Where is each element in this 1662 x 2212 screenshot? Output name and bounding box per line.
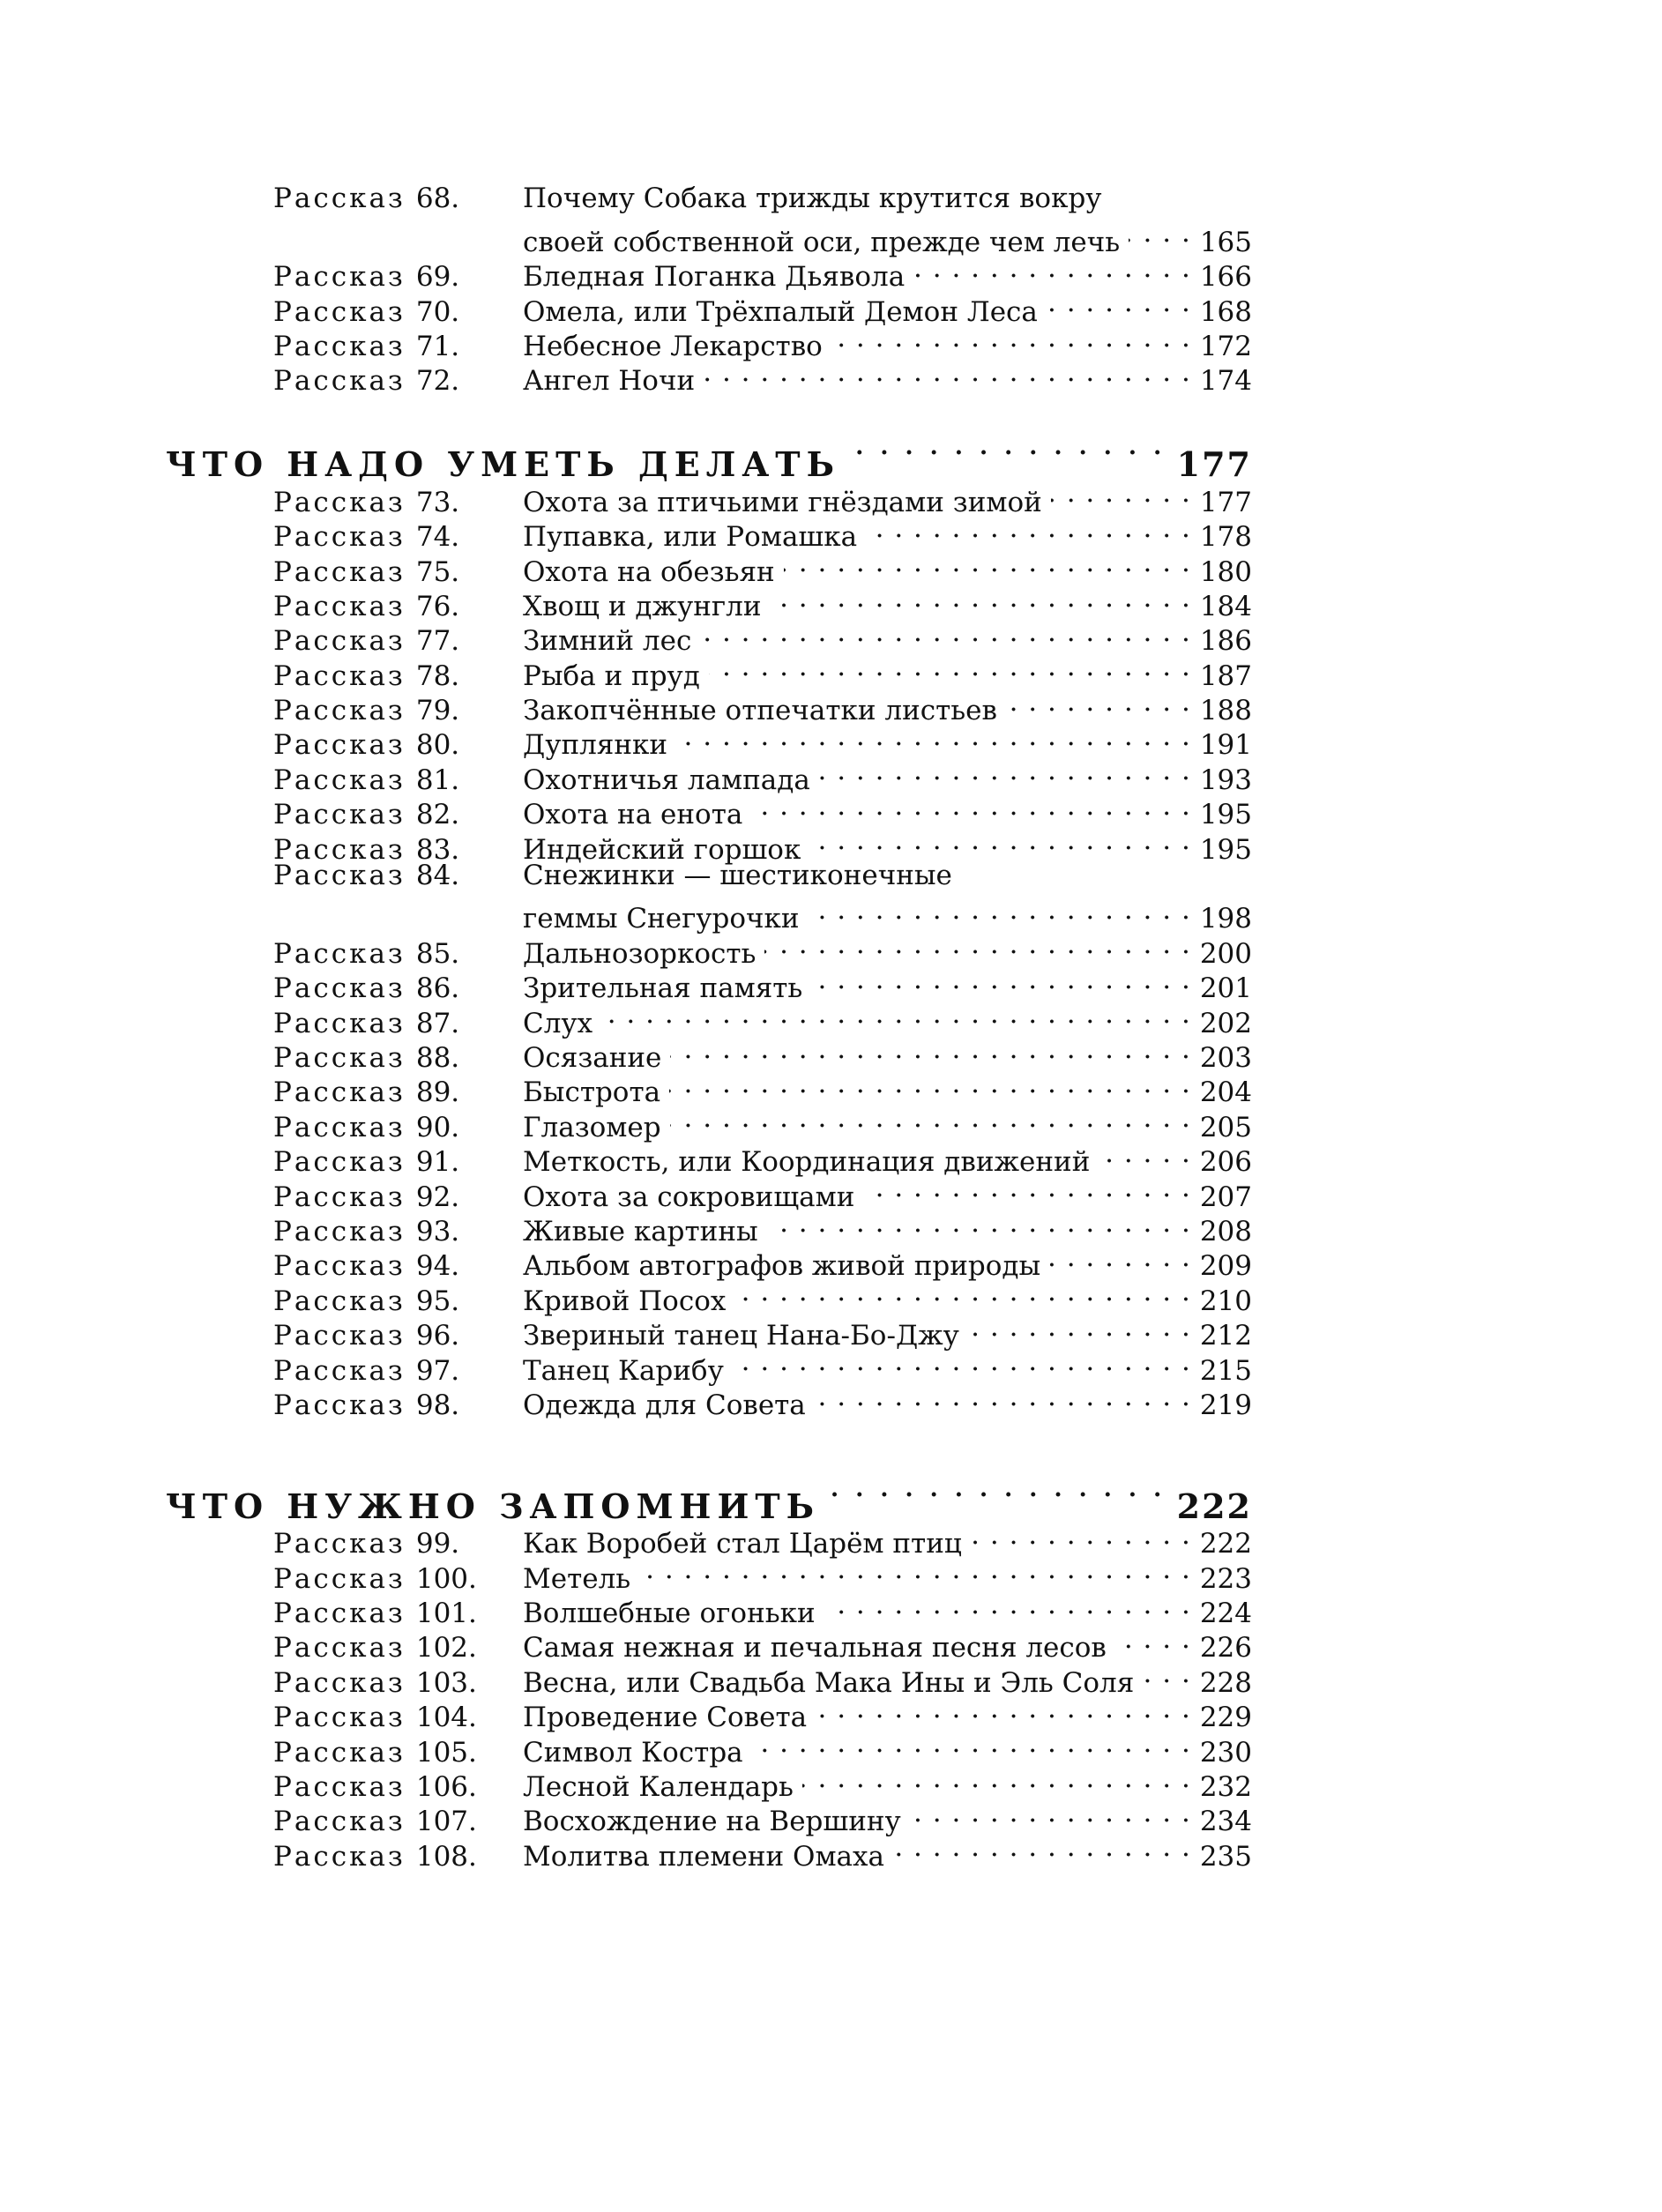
leader-dots xyxy=(704,355,1191,390)
leader-dots xyxy=(1099,1136,1190,1171)
page-number: 224 xyxy=(1199,1598,1252,1630)
story-label xyxy=(273,555,516,590)
story-label xyxy=(273,1354,516,1389)
story-label xyxy=(273,1597,516,1631)
story-number: 95. xyxy=(415,1285,460,1317)
leader-dots xyxy=(670,1101,1191,1136)
leader-dots xyxy=(802,1761,1191,1796)
story-label xyxy=(273,1389,516,1423)
page-number: 188 xyxy=(1199,695,1252,727)
story-title: Почему Собака трижды крутится вокру xyxy=(523,182,1102,214)
story-title: Дальнозоркость xyxy=(523,937,756,970)
story-label xyxy=(273,1666,516,1701)
story-number: 75. xyxy=(415,555,460,588)
story-label-word: Рассказ xyxy=(273,1111,406,1143)
page-number: 234 xyxy=(1199,1806,1252,1838)
story-label-word: Рассказ xyxy=(273,521,406,554)
story-label-word: Рассказ xyxy=(273,1840,406,1873)
story-label xyxy=(273,330,516,364)
page-number: 178 xyxy=(1199,521,1252,554)
story-label xyxy=(273,1215,516,1249)
leader-dots xyxy=(971,1518,1191,1553)
leader-dots xyxy=(676,719,1191,754)
leader-dots xyxy=(824,1465,1165,1518)
story-number: 93. xyxy=(415,1215,460,1248)
leader-dots xyxy=(913,251,1191,286)
story-title: Танец Карибу xyxy=(523,1354,724,1387)
story-label-word: Рассказ xyxy=(273,1076,406,1109)
story-label-word: Рассказ xyxy=(273,859,406,891)
leader-dots xyxy=(700,615,1191,650)
story-label-word: Рассказ xyxy=(273,1007,406,1039)
story-number: 76. xyxy=(415,590,460,622)
page-number: 168 xyxy=(1199,295,1252,328)
story-title: Весна, или Свадьба Мака Ины и Эль Соля xyxy=(523,1666,1135,1699)
story-number: 77. xyxy=(415,625,460,658)
page-number: 219 xyxy=(1199,1389,1252,1421)
story-label-word: Рассказ xyxy=(273,1354,406,1387)
story-number: 99. xyxy=(415,1528,460,1560)
story-label xyxy=(273,590,516,624)
toc-block-section-1 xyxy=(220,476,1252,1421)
story-label xyxy=(273,1285,516,1319)
story-label-word: Рассказ xyxy=(273,261,406,294)
story-label xyxy=(273,182,516,216)
story-title: Быстрота xyxy=(523,1076,661,1109)
story-title: своей собственной оси, прежде чем лечь xyxy=(523,226,1121,258)
leader-dots xyxy=(764,927,1190,962)
story-number: 81. xyxy=(415,763,460,796)
leader-dots xyxy=(816,1692,1191,1726)
story-number: 88. xyxy=(415,1041,460,1074)
story-number: 70. xyxy=(415,295,460,328)
leader-dots xyxy=(910,1796,1191,1830)
story-number: 83. xyxy=(415,833,460,866)
story-number: 73. xyxy=(415,486,460,518)
story-title: Охота за сокровищами xyxy=(523,1180,855,1213)
story-label xyxy=(273,1770,516,1805)
story-title: Зимний лес xyxy=(523,625,692,658)
story-title: Ангел Ночи xyxy=(523,365,696,398)
story-title: Живые картины xyxy=(523,1215,758,1248)
page-number: 186 xyxy=(1199,625,1252,658)
section-page-number: 222 xyxy=(1176,1486,1252,1526)
story-label-word: Рассказ xyxy=(273,1632,406,1665)
story-title: Слух xyxy=(523,1007,593,1039)
story-number: 100. xyxy=(415,1562,477,1595)
story-number: 105. xyxy=(415,1736,477,1769)
story-label xyxy=(273,859,516,893)
story-number: 69. xyxy=(415,261,460,294)
leader-dots xyxy=(784,546,1191,580)
story-label-word: Рассказ xyxy=(273,695,406,727)
leader-dots xyxy=(1129,216,1191,250)
story-title: Проведение Совета xyxy=(523,1702,808,1734)
story-label xyxy=(273,972,516,1006)
toc-entry[interactable] xyxy=(220,859,1252,893)
story-label-word: Рассказ xyxy=(273,590,406,622)
story-number: 85. xyxy=(415,937,460,970)
story-label xyxy=(273,520,516,555)
story-number: 80. xyxy=(415,729,460,762)
story-number: 94. xyxy=(415,1250,460,1283)
story-number: 74. xyxy=(415,521,460,554)
story-title: Закопчённые отпечатки листьев xyxy=(523,695,997,727)
story-title: Небесное Лекарство xyxy=(523,330,823,362)
leader-dots xyxy=(601,997,1191,1032)
leader-dots xyxy=(831,321,1191,355)
story-title: Лесной Календарь xyxy=(523,1771,794,1804)
page-number: 193 xyxy=(1199,763,1252,796)
story-title: Символ Костра xyxy=(523,1736,743,1769)
page-number: 165 xyxy=(1199,226,1252,258)
leader-dots xyxy=(1047,286,1191,320)
leader-dots xyxy=(639,1553,1191,1587)
leader-dots xyxy=(809,823,1191,858)
story-label-word: Рассказ xyxy=(273,1562,406,1595)
leader-dots xyxy=(815,1380,1191,1414)
story-label-word: Рассказ xyxy=(273,1041,406,1074)
story-number: 79. xyxy=(415,695,460,727)
table-of-contents xyxy=(166,182,1252,1873)
story-label xyxy=(273,486,516,520)
page-number: 226 xyxy=(1199,1632,1252,1665)
story-title: Охота на обезьян xyxy=(523,555,775,588)
story-number: 78. xyxy=(415,659,460,692)
story-label xyxy=(273,1319,516,1353)
story-label-word: Рассказ xyxy=(273,1702,406,1734)
story-label xyxy=(273,1145,516,1180)
story-label-word: Рассказ xyxy=(273,295,406,328)
story-number: 96. xyxy=(415,1320,460,1352)
leader-dots xyxy=(893,1830,1191,1865)
page-number: 228 xyxy=(1199,1666,1252,1699)
leader-dots xyxy=(1051,476,1191,510)
story-label xyxy=(273,1805,516,1839)
story-title: Как Воробей стал Царём птиц xyxy=(523,1528,962,1560)
page-number: 205 xyxy=(1199,1111,1252,1143)
story-title: Зрительная память xyxy=(523,972,803,1005)
story-number: 97. xyxy=(415,1354,460,1387)
story-label-word: Рассказ xyxy=(273,763,406,796)
story-label xyxy=(273,1041,516,1076)
story-title: Рыба и пруд xyxy=(523,659,700,692)
story-label xyxy=(273,1840,516,1874)
story-label-word: Рассказ xyxy=(273,833,406,866)
page-number: 198 xyxy=(1199,903,1252,935)
story-title: Хвощ и джунгли xyxy=(523,590,762,622)
story-title: Охота на енота xyxy=(523,799,743,831)
page-number: 180 xyxy=(1199,555,1252,588)
story-number: 90. xyxy=(415,1111,460,1143)
story-label-word: Рассказ xyxy=(273,1285,406,1317)
leader-dots xyxy=(733,1344,1191,1379)
story-number: 86. xyxy=(415,972,460,1005)
leader-dots xyxy=(824,1588,1191,1622)
leader-dots xyxy=(751,789,1190,823)
story-number: 106. xyxy=(415,1771,477,1804)
page-number: 222 xyxy=(1199,1528,1252,1560)
story-label xyxy=(273,1111,516,1145)
page-number: 223 xyxy=(1199,1562,1252,1595)
story-number: 98. xyxy=(415,1389,460,1421)
section-page-number: 177 xyxy=(1176,444,1252,485)
page-number: 229 xyxy=(1199,1702,1252,1734)
leader-dots xyxy=(811,963,1191,997)
story-label-word: Рассказ xyxy=(273,729,406,762)
page-number: 203 xyxy=(1199,1041,1252,1074)
leader-dots xyxy=(734,1275,1190,1309)
story-label xyxy=(273,295,516,330)
story-label-word: Рассказ xyxy=(273,1180,406,1213)
story-label xyxy=(273,1249,516,1284)
page-number: 195 xyxy=(1199,833,1252,866)
story-title: Одежда для Совета xyxy=(523,1389,806,1421)
leader-dots xyxy=(1049,1240,1191,1275)
story-number: 103. xyxy=(415,1666,477,1699)
story-number: 71. xyxy=(415,330,460,362)
story-label-word: Рассказ xyxy=(273,330,406,362)
story-label xyxy=(273,364,516,398)
leader-dots xyxy=(863,1171,1190,1205)
story-label-word: Рассказ xyxy=(273,1666,406,1699)
story-number: 102. xyxy=(415,1632,477,1665)
story-label xyxy=(273,1076,516,1110)
story-label-word: Рассказ xyxy=(273,799,406,831)
page-number: 195 xyxy=(1199,799,1252,831)
story-title: Дуплянки xyxy=(523,729,668,762)
story-title: Альбом автографов живой природы xyxy=(523,1250,1041,1283)
page-number: 209 xyxy=(1199,1250,1252,1283)
story-label-word: Рассказ xyxy=(273,555,406,588)
story-label-word: Рассказ xyxy=(273,1389,406,1421)
story-number: 101. xyxy=(415,1598,477,1630)
story-label xyxy=(273,659,516,694)
story-title: Осязание xyxy=(523,1041,662,1074)
story-label xyxy=(273,728,516,763)
story-label-word: Рассказ xyxy=(273,1250,406,1283)
toc-block-section-2 xyxy=(220,1518,1252,1873)
leader-dots xyxy=(770,581,1190,615)
story-title: Пупавка, или Ромашка xyxy=(523,521,858,554)
story-title: Индейский горшок xyxy=(523,833,801,866)
story-title: Охотничья лампада xyxy=(523,763,810,796)
story-label-word: Рассказ xyxy=(273,1320,406,1352)
story-title: Восхождение на Вершину xyxy=(523,1806,901,1838)
story-title: Молитва племени Омаха xyxy=(523,1840,885,1873)
leader-dots xyxy=(669,1067,1191,1101)
page-number: 191 xyxy=(1199,729,1252,762)
toc-entry[interactable] xyxy=(220,182,1252,216)
story-label xyxy=(273,1180,516,1215)
page-number: 172 xyxy=(1199,330,1252,362)
story-number: 82. xyxy=(415,799,460,831)
story-label-word: Рассказ xyxy=(273,1528,406,1560)
page-number: 166 xyxy=(1199,261,1252,294)
toc-entry[interactable] xyxy=(220,216,1252,258)
story-number: 107. xyxy=(415,1806,477,1838)
page-number: 210 xyxy=(1199,1285,1252,1317)
leader-dots xyxy=(866,511,1191,546)
story-title: Волшебные огоньки xyxy=(523,1598,816,1630)
leader-dots xyxy=(819,754,1191,788)
story-title: Метель xyxy=(523,1562,631,1595)
leader-dots xyxy=(844,423,1165,476)
story-title: Кривой Посох xyxy=(523,1285,727,1317)
story-label-word: Рассказ xyxy=(273,365,406,398)
story-title: Самая нежная и печальная песня лесов xyxy=(523,1632,1107,1665)
story-label xyxy=(273,1527,516,1561)
leader-dots xyxy=(767,1206,1191,1240)
story-label-word: Рассказ xyxy=(273,1806,406,1838)
story-number: 92. xyxy=(415,1180,460,1213)
story-title: Бледная Поганка Дьявола xyxy=(523,261,906,294)
page-number: 202 xyxy=(1199,1007,1252,1039)
story-title: Глазомер xyxy=(523,1111,661,1143)
leader-dots xyxy=(1143,1657,1191,1691)
story-number: 89. xyxy=(415,1076,460,1109)
story-label-word: Рассказ xyxy=(273,1736,406,1769)
leader-dots xyxy=(709,650,1191,684)
story-label xyxy=(273,694,516,728)
story-label xyxy=(273,1736,516,1770)
section-heading[interactable] xyxy=(166,1465,1252,1526)
story-title: Меткость, или Координация движений xyxy=(523,1146,1091,1179)
story-label xyxy=(273,1631,516,1665)
page-number: 230 xyxy=(1199,1736,1252,1769)
page-number: 174 xyxy=(1199,365,1252,398)
story-number: 91. xyxy=(415,1146,460,1179)
story-number: 87. xyxy=(415,1007,460,1039)
story-number: 104. xyxy=(415,1702,477,1734)
page-number: 212 xyxy=(1199,1320,1252,1352)
page-number: 208 xyxy=(1199,1215,1252,1248)
page-number: 201 xyxy=(1199,972,1252,1005)
page-number: 184 xyxy=(1199,590,1252,622)
story-label-word: Рассказ xyxy=(273,1771,406,1804)
story-label-word: Рассказ xyxy=(273,1215,406,1248)
story-label-word: Рассказ xyxy=(273,937,406,970)
story-title: геммы Снегурочки xyxy=(523,903,800,935)
section-title: ЧТО НАДО УМЕТЬ ДЕЛАТЬ xyxy=(166,444,840,485)
leader-dots xyxy=(809,893,1191,927)
page-number: 235 xyxy=(1199,1840,1252,1873)
story-label xyxy=(273,937,516,972)
leader-dots xyxy=(670,1032,1190,1067)
story-label xyxy=(273,763,516,798)
page-number: 206 xyxy=(1199,1146,1252,1179)
page-number: 232 xyxy=(1199,1771,1252,1804)
leader-dots xyxy=(1006,685,1191,719)
story-label-word: Рассказ xyxy=(273,972,406,1005)
story-title: Звериный танец Нана-Бо-Джу xyxy=(523,1320,959,1352)
story-label-word: Рассказ xyxy=(273,1598,406,1630)
story-label xyxy=(273,1007,516,1041)
page-number: 177 xyxy=(1199,486,1252,518)
story-label-word: Рассказ xyxy=(273,625,406,658)
story-label-word: Рассказ xyxy=(273,659,406,692)
toc-block-intro xyxy=(220,182,1252,398)
story-number: 108. xyxy=(415,1840,477,1873)
leader-dots xyxy=(968,1310,1191,1344)
story-label xyxy=(273,798,516,832)
section-heading[interactable] xyxy=(166,423,1252,485)
toc-entry[interactable] xyxy=(220,893,1252,935)
story-title: Охота за птичьими гнёздами зимой xyxy=(523,486,1042,518)
page-number: 187 xyxy=(1199,659,1252,692)
story-label xyxy=(273,1562,516,1597)
story-label-word: Рассказ xyxy=(273,1146,406,1179)
story-label xyxy=(273,260,516,294)
page-number: 204 xyxy=(1199,1076,1252,1109)
story-title: Снежинки — шестиконечные xyxy=(523,859,952,891)
section-title: ЧТО НУЖНО ЗАПОМНИТЬ xyxy=(166,1486,820,1526)
page-number: 215 xyxy=(1199,1354,1252,1387)
story-number: 84. xyxy=(415,859,460,891)
leader-dots xyxy=(1115,1622,1191,1657)
page-number: 207 xyxy=(1199,1180,1252,1213)
story-number: 72. xyxy=(415,365,460,398)
story-title: Омела, или Трёхпалый Демон Леса xyxy=(523,295,1038,328)
story-label-word: Рассказ xyxy=(273,486,406,518)
story-label xyxy=(273,624,516,659)
leader-dots xyxy=(752,1726,1191,1761)
story-number: 68. xyxy=(415,182,460,214)
story-label xyxy=(273,1701,516,1735)
page-number: 200 xyxy=(1199,937,1252,970)
story-label-word: Рассказ xyxy=(273,182,406,214)
